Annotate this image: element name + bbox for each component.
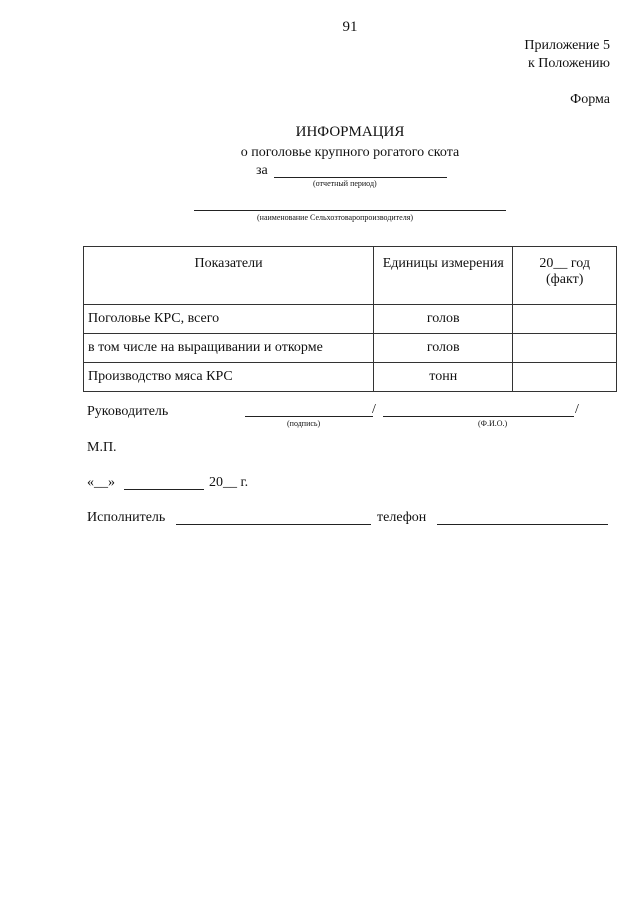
period-prefix: за — [256, 163, 268, 178]
name-line[interactable] — [383, 416, 574, 417]
row-value[interactable] — [513, 305, 617, 334]
executor-line[interactable] — [176, 524, 371, 525]
stamp-label: М.П. — [87, 440, 117, 455]
header-year — [513, 247, 617, 305]
table-row — [84, 305, 617, 334]
header-indicators: Показатели — [84, 247, 374, 305]
annex-line-2: к Положению — [527, 56, 610, 71]
signature-caption: (подпись) — [287, 419, 321, 428]
executor-label: Исполнитель — [87, 510, 166, 525]
signature-separator: / — [372, 402, 376, 417]
header-units: Единицы измерения — [374, 247, 513, 305]
header-year-line2: (факт) — [546, 272, 584, 287]
period-caption: (отчетный период) — [313, 179, 377, 188]
table-header-row — [84, 247, 617, 305]
row-indicator: Поголовье КРС, всего — [84, 305, 374, 334]
phone-label: телефон — [377, 510, 427, 525]
signature-line[interactable] — [245, 416, 373, 417]
row-indicator: Производство мяса КРС — [84, 363, 374, 392]
date-month-line[interactable] — [124, 489, 204, 490]
row-value[interactable] — [513, 363, 617, 392]
form-label: Форма — [570, 92, 610, 107]
name-caption: (Ф.И.О.) — [478, 419, 508, 428]
annex-line-1: Приложение 5 — [524, 38, 610, 53]
signature-end-separator: / — [575, 402, 579, 417]
document-title: ИНФОРМАЦИЯ — [295, 124, 405, 140]
producer-name-line[interactable] — [194, 210, 506, 211]
header-year-line1: 20__ год — [539, 256, 591, 271]
period-line[interactable] — [274, 177, 447, 178]
document-subtitle: о поголовье крупного рогатого скота — [240, 145, 460, 160]
row-unit: голов — [374, 334, 513, 363]
head-label: Руководитель — [87, 404, 169, 419]
producer-caption: (наименование Сельхозтоваропроизводителя) — [257, 213, 414, 222]
table-row — [84, 334, 617, 363]
page-number: 91 — [342, 19, 358, 35]
row-indicator: в том числе на выращивании и откорме — [84, 334, 374, 363]
row-value[interactable] — [513, 334, 617, 363]
row-unit: тонн — [374, 363, 513, 392]
table-row — [84, 363, 617, 392]
date-day: «__» — [87, 475, 115, 490]
phone-line[interactable] — [437, 524, 608, 525]
row-unit: голов — [374, 305, 513, 334]
date-year: 20__ г. — [209, 475, 249, 490]
livestock-table — [83, 246, 617, 392]
